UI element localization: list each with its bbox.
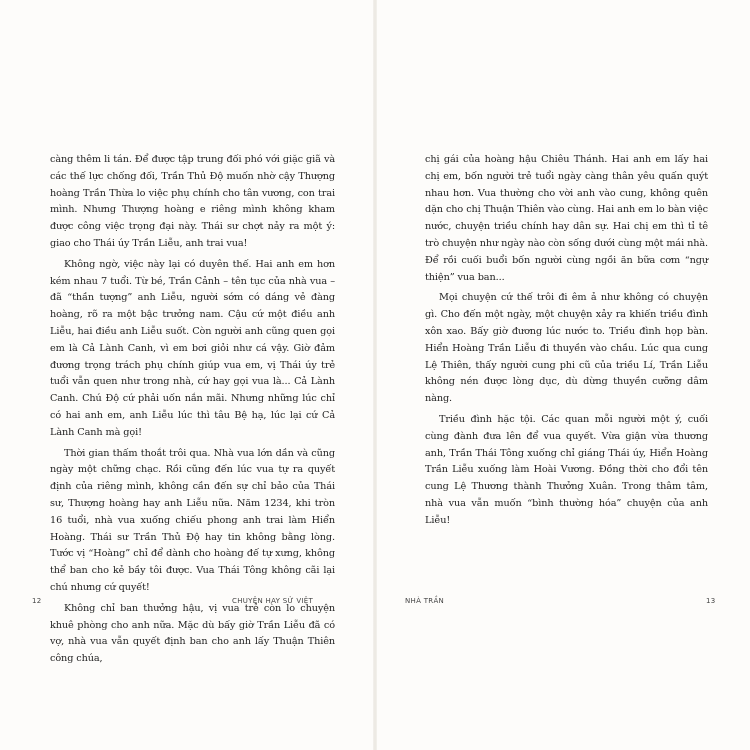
paragraph: chị gái của hoàng hậu Chiêu Thánh. Hai anh em lấy hai chị em, bốn người trẻ tuổi ngày càng thân yêu quấn quýt nhau hơn. Vua thường cho vời anh vào cung, không quên dặn cho chị Thuận Thiên vào cùng. Hai anh em lo bàn việc nước, chuyện triều chính hay dân sự. Hai chị em thì tỉ tê trò chuyện như ngày nào còn sống dưới cùng một mái nhà. Để rồi cuối buổi bốn người cùng ngồi ăn bữa cơm “ngự thiện” vua ban... <box>425 154 708 283</box>
left-page-body <box>50 152 335 672</box>
page-number: 12 <box>32 597 42 605</box>
right-page-body <box>425 152 708 534</box>
paragraph: Triều đình hặc tội. Các quan mỗi người một ý, cuối cùng đành đưa lên để vua quyết. Vừa giận vừa thương anh, Trần Thái Tông xuống chỉ giáng Thái úy, Hiển Hoàng Trần Liễu xuống làm Hoài Vương. Đồng thời cho đổi tên cung Lệ Thương thành Thưởng Xuân. Trong thâm tâm, nhà vua vẫn muốn “bình thường hóa” chuyện của anh Liễu! <box>425 413 708 526</box>
right-page <box>375 0 750 750</box>
running-head: NHÀ TRẦN <box>405 597 445 605</box>
running-head: CHUYỆN HAY SỬ VIỆT <box>232 597 314 605</box>
paragraph: Mọi chuyện cứ thế trôi đi êm ả như không có chuyện gì. Cho đến một ngày, một chuyện xảy ra khiến triều đình xôn xao. Bấy giờ đương lúc nước to. Triều đình họp bàn. Hiển Hoàng Trần Liễu đi thuyền vào chầu. Lúc qua cung Lệ Thiên, thấy người cung phi cũ của triều Lí, Trần Liễu không nén được lòng dục, dù dừng thuyền cưỡng dâm nàng. <box>425 292 708 405</box>
paragraph: Thời gian thấm thoắt trôi qua. Nhà vua lớn dần và cũng ngày một chững chạc. Rồi cũng đến lúc vua tự ra quyết định của riêng mình, không cần đến sự chỉ bảo của Thái sư, Thượng hoàng hay anh Liễu nữa. Năm 1234, khi tròn 16 tuổi, nhà vua xuống chiếu phong anh trai làm Hiển Hoàng. Thái sư Trần Thủ Độ hay tin không bằng lòng. Tước vị “Hoàng” chỉ để dành cho hoàng đế tự xưng, không thể ban cho kẻ bầy tôi được. Vua Thái Tông không cãi lại chú nhưng cứ quyết! <box>50 447 335 593</box>
page-number: 13 <box>706 597 716 605</box>
book-gutter <box>373 0 377 750</box>
paragraph: Không ngờ, việc này lại có duyên thế. Hai anh em hơn kém nhau 7 tuổi. Từ bé, Trần Cảnh – tên tục của nhà vua – đã “thần tượng” anh Liễu, người sớm có dáng vẻ đàng hoàng, rõ ra một bậc trưởng nam. Cậu cứ một điều anh Liễu, hai điều anh Liễu suốt. Còn người anh cũng quen gọi em là Cả Lành Canh, vì em bơi giỏi như cá vậy. Giờ đảm đương trọng trách phụ chính giúp vua em, vị Thái úy trẻ tuổi vẫn quen như trong nhà, cứ hay gọi vua là... Cả Lành Canh. Chú Độ cứ phải uốn nắn mãi. Nhưng những lúc chỉ có hai anh em, anh Liễu lúc thì tâu Bệ hạ, lúc lại cứ Cả Lành Canh mà gọi! <box>50 258 335 438</box>
paragraph: Không chỉ ban thưởng hậu, vị vua trẻ còn lo chuyện khuê phòng cho anh nữa. Mặc dù bấy giờ Trần Liễu đã có vợ, nhà vua vẫn quyết định ban cho anh lấy Thuận Thiên công chúa, <box>50 602 335 665</box>
paragraph: càng thêm li tán. Để được tập trung đối phó với giặc giã và các thế lực chống đối, Trần Thủ Độ muốn nhờ cậy Thượng hoàng Trần Thừa lo việc phụ chính cho tân vương, con trai mình. Nhưng Thượng hoàng e riêng mình không kham được công việc trọng đại này. Thái sư chợt nảy ra một ý: giao cho Thái úy Trần Liễu, anh trai vua! <box>50 154 335 249</box>
